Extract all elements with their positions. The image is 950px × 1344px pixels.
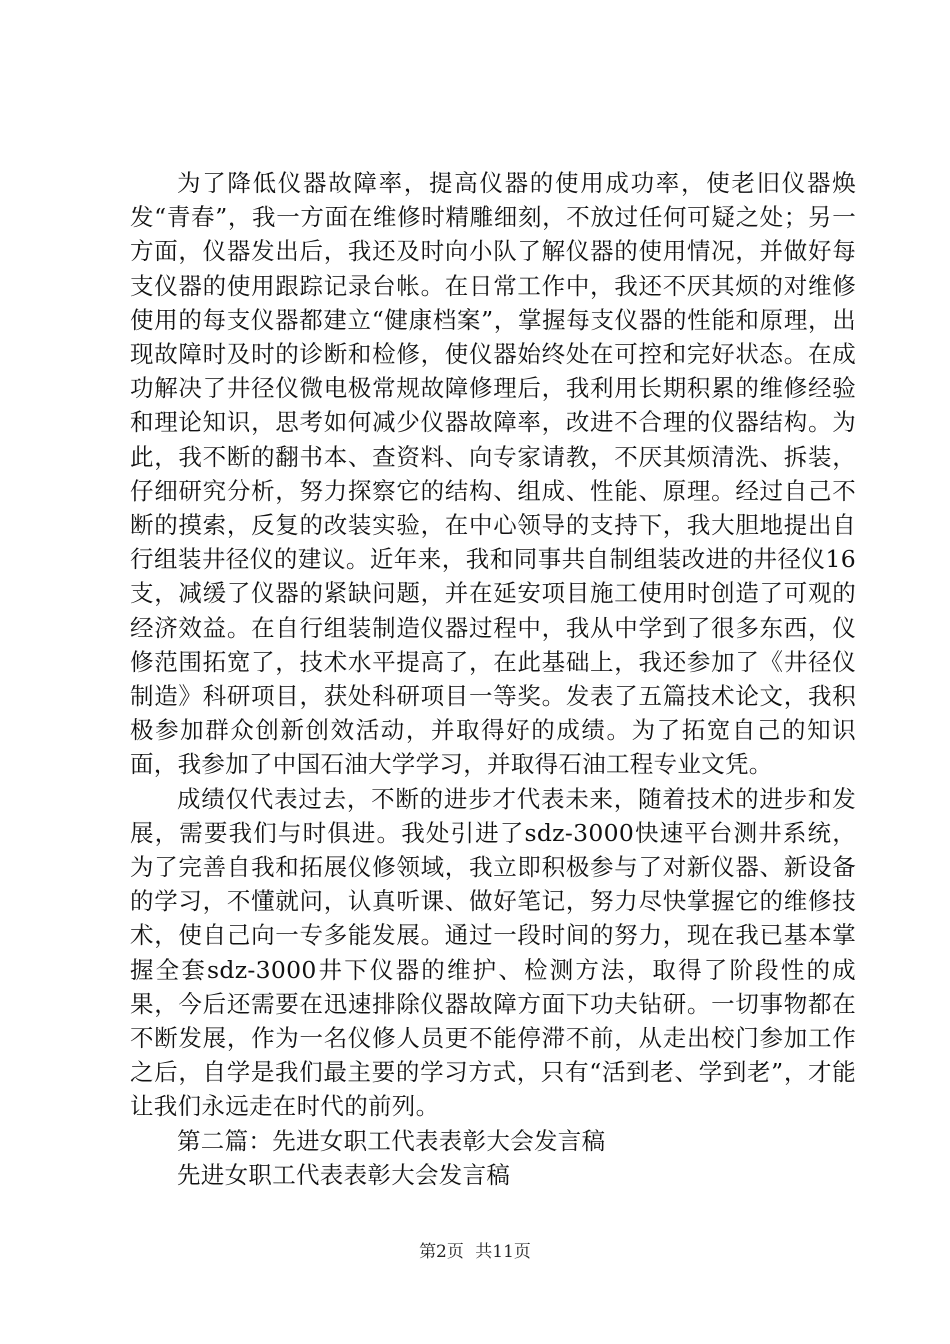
page-total: 共11页 <box>475 1242 531 1262</box>
section-title: 先进女职工代表表彰大会发言稿 <box>177 1160 511 1189</box>
page-number: 第2页 <box>419 1242 464 1262</box>
body-paragraph-2: 成绩仅代表过去，不断的进步才代表未来，随着技术的进步和发展，需要我们与时俱进。我处引进了sdz-3000快速平台测井系统，为了完善自我和拓展仪修领域，我立即积极参与了对新仪器、新设备的学习，不懂就问，认真听课、做好笔记，努力尽快掌握它的维修技术，使自己向一专多能发展。通过一段时间的努力，现在我已基本掌握全套sdz-3000井下仪器的维护、检测方法，取得了阶段性的成果，今后还需要在迅速排除仪器故障方面下功夫钻研。一切事物都在不断发展，作为一名仪修人员更不能停滞不前，从走出校门参加工作之后，自学是我们最主要的学习方式，只有“活到老、学到老”，才能让我们永远走在时代的前列。 <box>130 784 856 1121</box>
page-footer <box>0 1241 950 1263</box>
section-heading: 第二篇：先进女职工代表表彰大会发言稿 <box>177 1126 606 1155</box>
document-body <box>130 166 856 1192</box>
body-paragraph-1: 为了降低仪器故障率，提高仪器的使用成功率，使老旧仪器焕发“青春”，我一方面在维修时精雕细刻，不放过任何可疑之处；另一方面，仪器发出后，我还及时向小队了解仪器的使用情况，并做好每支仪器的使用跟踪记录台帐。在日常工作中，我还不厌其烦的对维修使用的每支仪器都建立“健康档案”，掌握每支仪器的性能和原理，出现故障时及时的诊断和检修，使仪器始终处在可控和完好状态。在成功解决了井径仪微电极常规故障修理后，我利用长期积累的维修经验和理论知识，思考如何减少仪器故障率，改进不合理的仪器结构。为此，我不断的翻书本、查资料、向专家请教，不厌其烦清洗、拆装，仔细研究分析，努力探察它的结构、组成、性能、原理。经过自己不断的摸索，反复的改装实验，在中心领导的支持下，我大胆地提出自行组装井径仪的建议。近年来，我和同事共自制组装改进的井径仪16支，减缓了仪器的紧缺问题，并在延安项目施工使用时创造了可观的经济效益。在自行组装制造仪器过程中，我从中学到了很多东西，仪修范围拓宽了，技术水平提高了，在此基础上，我还参加了《井径仪制造》科研项目，获处科研项目一等奖。发表了五篇技术论文，我积极参加群众创新创效活动，并取得好的成绩。为了拓宽自己的知识面，我参加了中国石油大学学习，并取得石油工程专业文凭。 <box>130 169 856 779</box>
